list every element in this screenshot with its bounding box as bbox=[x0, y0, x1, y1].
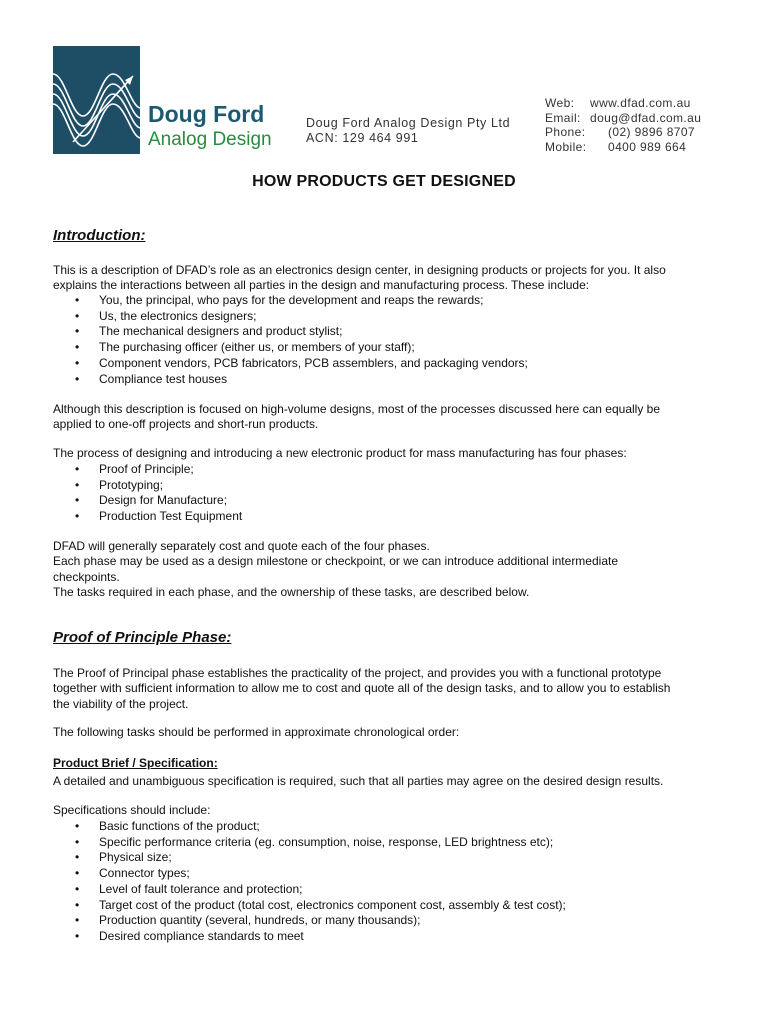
list-item: • Component vendors, PCB fabricators, PCB assemblers, and packaging vendors; bbox=[53, 356, 528, 372]
page-title: HOW PRODUCTS GET DESIGNED bbox=[252, 173, 516, 190]
list-item: • Prototyping; bbox=[53, 478, 242, 494]
company-acn: ACN: 129 464 991 bbox=[306, 131, 419, 145]
text-line: checkpoints. bbox=[53, 569, 120, 584]
mobile-value: 0400 989 664 bbox=[608, 139, 687, 154]
list-item: • Us, the electronics designers; bbox=[53, 309, 528, 325]
contact-phone-row bbox=[545, 125, 701, 140]
intro-heading: Introduction: bbox=[53, 227, 146, 244]
email-link[interactable]: doug@dfad.com.au bbox=[590, 110, 702, 125]
contact-block bbox=[545, 96, 701, 154]
list-item: • Specific performance criteria (eg. consumption, noise, response, LED brightness etc); bbox=[53, 835, 566, 851]
list-item: • Connector types; bbox=[53, 866, 566, 882]
list-item: • Design for Manufacture; bbox=[53, 493, 242, 509]
intro-paragraph-1 bbox=[53, 263, 713, 294]
list-item: • You, the principal, who pays for the development and reaps the rewards; bbox=[53, 293, 528, 309]
list-item: • Proof of Principle; bbox=[53, 462, 242, 478]
text-line: explains the interactions between all parties in the design and manufacturing process. These include: bbox=[53, 278, 590, 293]
web-link[interactable]: www.dfad.com.au bbox=[590, 96, 691, 110]
proof-heading: Proof of Principle Phase: bbox=[53, 629, 232, 646]
text-line: DFAD will generally separately cost and quote each of the four phases. bbox=[53, 539, 430, 553]
company-info bbox=[306, 116, 510, 146]
text-line: the viability of the project. bbox=[53, 696, 189, 711]
list-item: • Production Test Equipment bbox=[53, 509, 242, 525]
list-item: • The purchasing officer (either us, or members of your staff); bbox=[53, 340, 528, 356]
email-label: Email: bbox=[545, 110, 581, 125]
parties-list bbox=[53, 293, 528, 387]
brand-subtitle: Analog Design bbox=[148, 129, 272, 150]
phone-value: (02) 9896 8707 bbox=[608, 125, 695, 139]
proof-paragraph-2: The following tasks should be performed in approximate chronological order: bbox=[53, 725, 460, 739]
sine-wave-logo-icon bbox=[53, 46, 140, 154]
proof-paragraph-3: A detailed and unambiguous specification is required, such that all parties may agree on the desired design results. bbox=[53, 774, 664, 788]
proof-paragraph-4: Specifications should include: bbox=[53, 803, 211, 817]
text-line: Although this description is focused on high-volume designs, most of the processes discussed here can equally be bbox=[53, 402, 661, 416]
list-item: • The mechanical designers and product stylist; bbox=[53, 324, 528, 340]
list-item: • Physical size; bbox=[53, 850, 566, 866]
company-logo bbox=[53, 46, 140, 154]
text-line: applied to one-off projects and short-run products. bbox=[53, 417, 319, 432]
phone-label: Phone: bbox=[545, 125, 586, 139]
spec-list bbox=[53, 819, 566, 945]
intro-paragraph-4 bbox=[53, 539, 713, 600]
intro-paragraph-3: The process of designing and introducing a new electronic product for mass manufacturing has four phases: bbox=[53, 446, 627, 460]
list-item: • Target cost of the product (total cost, electronics component cost, assembly & test cost); bbox=[53, 898, 566, 914]
contact-web-row bbox=[545, 96, 701, 111]
contact-email-row bbox=[545, 111, 701, 126]
list-item: • Basic functions of the product; bbox=[53, 819, 566, 835]
mobile-label: Mobile: bbox=[545, 139, 587, 154]
list-item: • Desired compliance standards to meet bbox=[53, 929, 566, 945]
contact-mobile-row bbox=[545, 140, 701, 155]
text-line: This is a description of DFAD’s role as an electronics design center, in designing products or projects for you. It also bbox=[53, 263, 666, 277]
company-name: Doug Ford Analog Design Pty Ltd bbox=[306, 116, 511, 130]
web-label: Web: bbox=[545, 96, 575, 110]
brand-name: Doug Ford bbox=[148, 101, 265, 127]
text-line: together with sufficient information to allow me to cost and quote all of the design tasks, and to allow you to establish bbox=[53, 681, 671, 696]
text-line: Each phase may be used as a design milestone or checkpoint, or we can introduce additional intermediate bbox=[53, 554, 619, 569]
text-line: The Proof of Principal phase establishes the practicality of the project, and provides you with a functional prototype bbox=[53, 666, 662, 680]
spec-subheading: Product Brief / Specification: bbox=[53, 756, 218, 770]
intro-paragraph-2 bbox=[53, 402, 713, 433]
proof-paragraph-1 bbox=[53, 666, 713, 712]
list-item: • Compliance test houses bbox=[53, 372, 528, 388]
phases-list bbox=[53, 462, 242, 525]
text-line: The tasks required in each phase, and the ownership of these tasks, are described below. bbox=[53, 584, 530, 599]
list-item: • Level of fault tolerance and protection; bbox=[53, 882, 566, 898]
list-item: • Production quantity (several, hundreds, or many thousands); bbox=[53, 913, 566, 929]
